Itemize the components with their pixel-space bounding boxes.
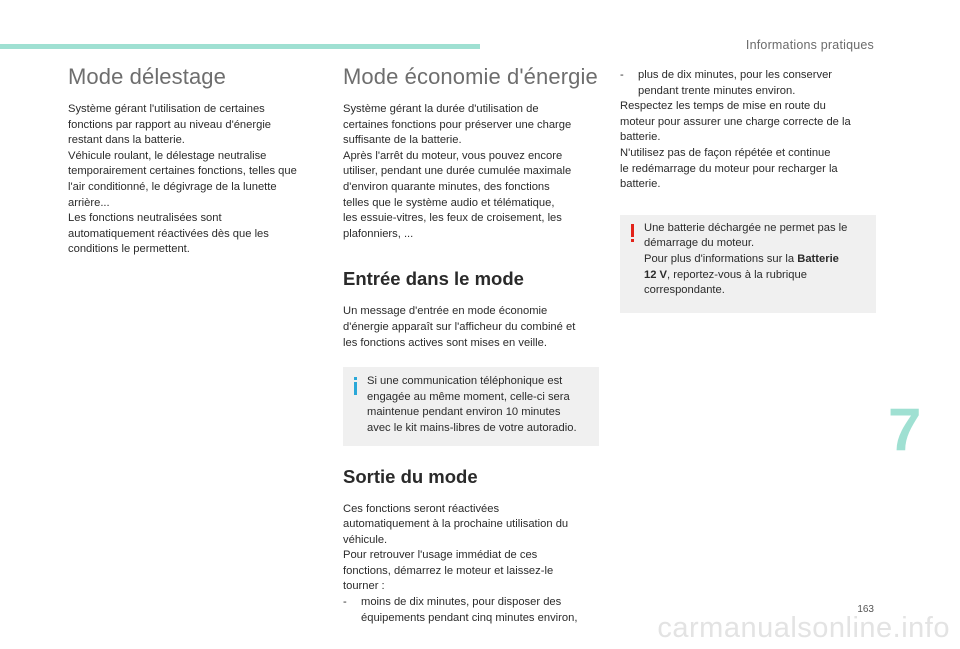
- title-mode-economie: Mode économie d'énergie: [343, 64, 598, 89]
- header-accent-bar: [0, 44, 480, 49]
- section-label: Informations pratiques: [745, 38, 874, 52]
- list-dash: -: [620, 69, 624, 81]
- title-mode-delestage: Mode délestage: [68, 64, 226, 89]
- column-continued: [620, 68, 876, 313]
- body-mode-economie: Système gérant la durée d'utilisation de certaines fonctions pour préserver une charge suffisante de la batterie. Après l'arrêt du moteur, vous pouvez encore utiliser, pendant une durée cumulée maximale d'environ quarante minutes, des fonctions telles que le système audio et télématique, les essuie-vitres, les feux de croisement, les plafonniers, ...: [343, 103, 572, 240]
- warning-text-2: , reportez-vous à la rubrique correspondante.: [644, 268, 807, 297]
- list-item: [343, 595, 599, 626]
- body-mode-delestage: Système gérant l'utilisation de certaines fonctions par rapport au niveau d'énergie restant dans la batterie. Véhicule roulant, le délestage neutralise temporairement certaines fonctions, telles que l'air conditionné, le dégivrage de la lunette arrière... Les fonctions neutralisées sont automatiquement réactivées dès que les conditions le permettent.: [68, 103, 297, 256]
- column-mode-delestage: [68, 62, 300, 258]
- body-entree-mode: Un message d'entrée en mode économie d'énergie apparaît sur l'afficheur du combiné et les fonctions actives sont mises en veille.: [343, 305, 576, 349]
- chapter-number: 7: [888, 396, 922, 463]
- warning-text-1: Une batterie déchargée ne permet pas le démarrage du moteur. Pour plus d'informations sur la: [644, 221, 848, 265]
- body-recommandations: Respectez les temps de mise en route du moteur pour assurer une charge correcte de la batterie. N'utilisez pas de façon répétée et continue le redémarrage du moteur pour recharger la batterie.: [620, 100, 851, 191]
- body-sortie-mode: Ces fonctions seront réactivées automatiquement à la prochaine utilisation du véhicule. Pour retrouver l'usage immédiat de ces fonctions, démarrez le moteur et laissez-le tourner :: [343, 502, 569, 593]
- list-item-text: plus de dix minutes, pour les conserver pendant trente minutes environ.: [638, 69, 833, 97]
- watermark: carmanualsonline.info: [657, 612, 950, 644]
- heading-entree-mode: Entrée dans le mode: [343, 268, 524, 290]
- warning-note: [620, 215, 876, 313]
- page-number: 163: [857, 604, 874, 615]
- list-item: [620, 68, 876, 99]
- list-dash: -: [343, 596, 347, 609]
- warning-icon: [627, 224, 637, 242]
- column-mode-economie: [343, 62, 599, 626]
- info-note: [343, 367, 599, 445]
- heading-sortie-mode: Sortie du mode: [343, 465, 478, 487]
- warning-bold-link: Batterie 12 V: [644, 252, 839, 281]
- warning-note-text: [644, 221, 870, 299]
- info-note-text: Si une communication téléphonique est engagée au même moment, celle-ci sera maintenue pendant environ 10 minutes avec le kit mains-libres de votre autoradio.: [367, 375, 577, 434]
- list-item-text: moins de dix minutes, pour disposer des équipements pendant cinq minutes environ,: [361, 596, 578, 624]
- info-icon: [350, 377, 360, 395]
